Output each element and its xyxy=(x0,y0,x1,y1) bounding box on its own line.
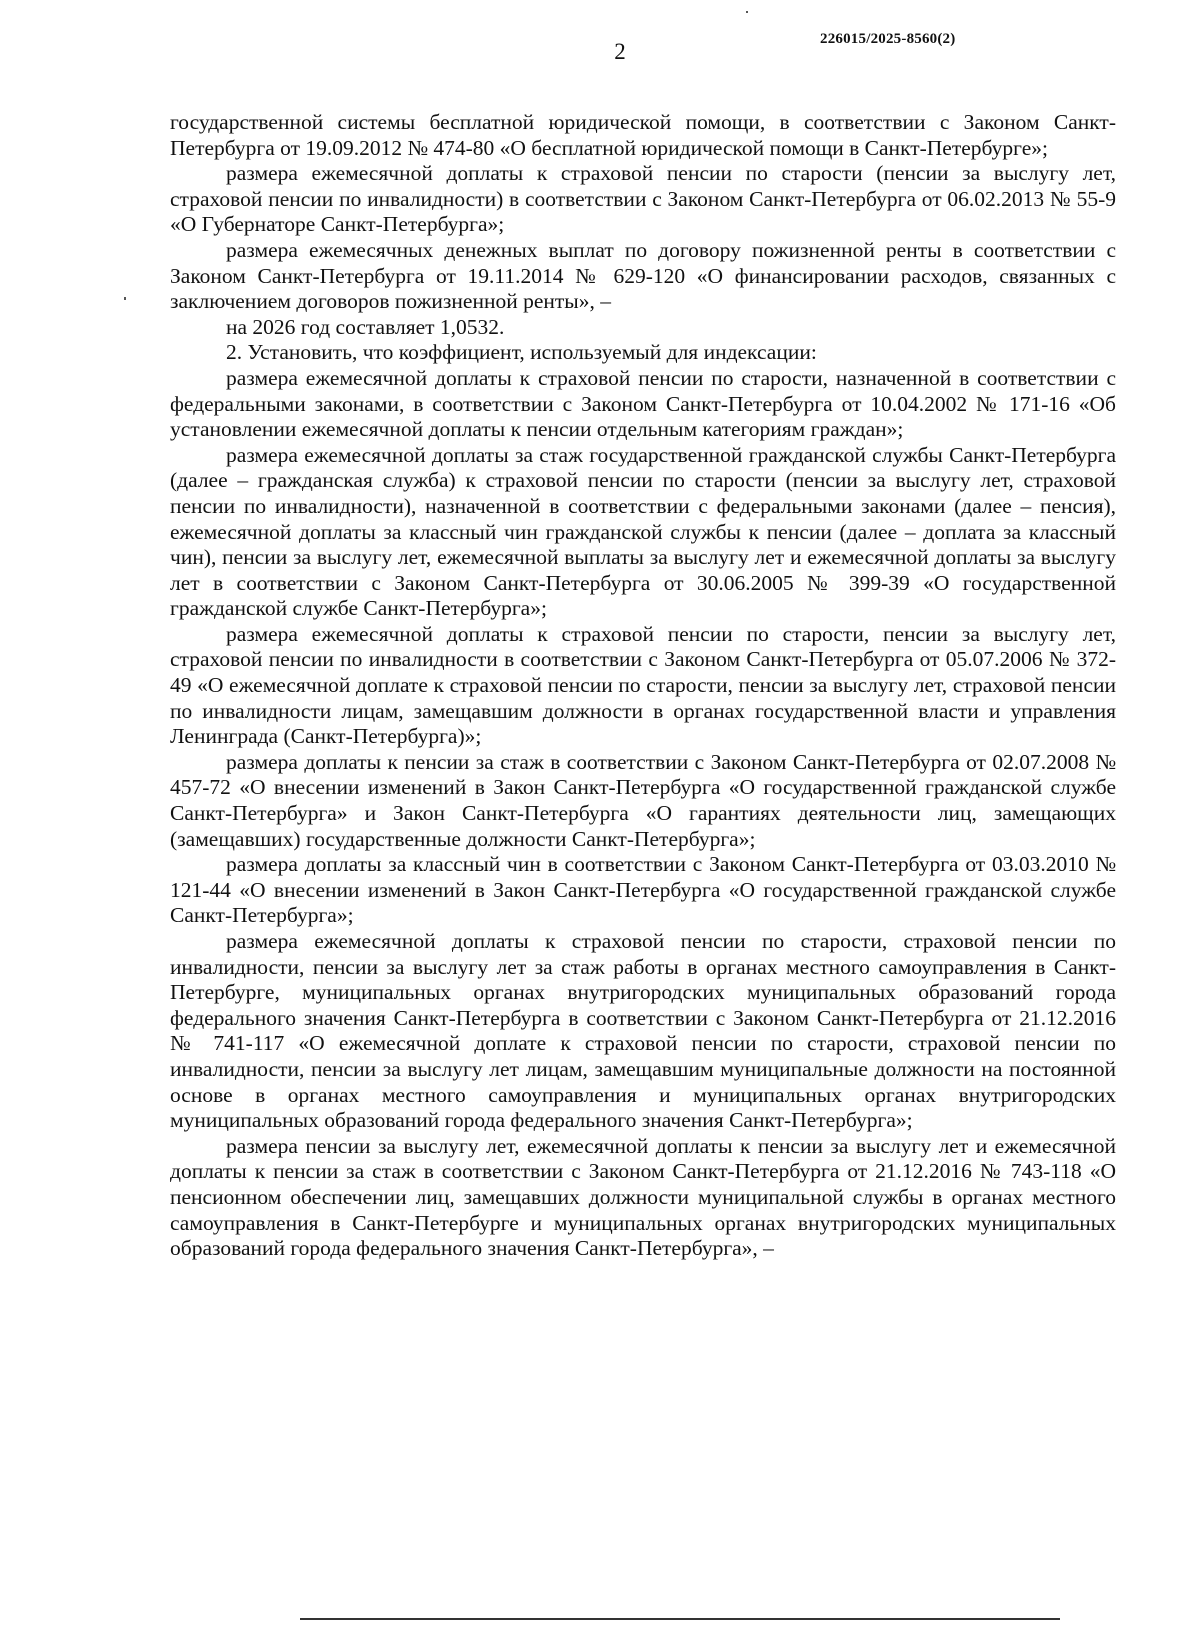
paragraph: государственной системы бесплатной юридической помощи, в соответствии с Законом Санкт-Петербурга от 19.09.2012 № 474-80 «О бесплатной юридической помощи в Санкт-Петербурге»; xyxy=(170,110,1116,160)
paragraph: размера доплаты к пенсии за стаж в соответствии с Законом Санкт-Петербурга от 02.07.2008 № 457-72 «О внесении изменений в Закон Санкт-Петербурга «О государственной гражданской службе Санкт-Петербурга» и Закон Санкт-Петербурга «О гарантиях деятельности лиц, замещающих (замещавших) государственные должности Санкт-Петербурга»; xyxy=(170,749,1116,851)
scan-artifact xyxy=(124,297,126,300)
paragraph: размера ежемесячной доплаты к страховой пенсии по старости, назначенной в соответствии с федеральными законами, в соответствии с Законом Санкт-Петербурга от 10.04.2002 № 171-16 «Об установлении ежемесячной доплаты к пенсии отдельным категориям граждан»; xyxy=(170,365,1116,442)
paragraph: размера доплаты за классный чин в соответствии с Законом Санкт-Петербурга от 03.03.2010 № 121-44 «О внесении изменений в Закон Санкт-Петербурга «О государственной гражданской службе Санкт-Петербурга»; xyxy=(170,852,1116,928)
paragraph: размера ежемесячных денежных выплат по договору пожизненной ренты в соответствии с Законом Санкт-Петербурга от 19.11.2014 № 629-120 «О финансировании расходов, связанных с заключением договоров пожизненной ренты», – xyxy=(170,237,1116,314)
paragraph: размера ежемесячной доплаты к страховой пенсии по старости, страховой пенсии по инвалидности, пенсии за выслугу лет за стаж работы в органах местного самоуправления в Санкт-Петербурге, муниципальных органах внутригородских муниципальных образований города федерального значения Санкт-Петербурга в соответствии с Законом Санкт-Петербурга от 21.12.2016 № 741-117 «О ежемесячной доплате к страховой пенсии по старости, страховой пенсии по инвалидности, пенсии за выслугу лет лицам, замещавшим муниципальные должности на постоянной основе в органах местного самоуправления и муниципальных органах внутригородских муниципальных образований города федерального значения Санкт-Петербурга»; xyxy=(170,929,1116,1133)
document-code: 226015/2025-8560(2) xyxy=(820,31,956,47)
document-body xyxy=(170,110,1116,1262)
paragraph: размера ежемесячной доплаты за стаж государственной гражданской службы Санкт-Петербурга (далее – гражданская служба) к страховой пенсии по старости (пенсии за выслугу лет, страховой пенсии по инвалидности), назначенной в соответствии с федеральными законами (далее – пенсия), ежемесячной доплаты за классный чин гражданской службы к пенсии (далее – доплата за классный чин), пенсии за выслугу лет, ежемесячной выплаты за выслугу лет и ежемесячной доплаты за выслугу лет в соответствии с Законом Санкт-Петербурга от 30.06.2005 № 399-39 «О государственной гражданской службе Санкт-Петербурга»; xyxy=(170,442,1116,621)
paragraph: размера ежемесячной доплаты к страховой пенсии по старости, пенсии за выслугу лет, страховой пенсии по инвалидности в соответствии с Законом Санкт-Петербурга от 05.07.2006 № 372-49 «О ежемесячной доплате к страховой пенсии по старости, пенсии за выслугу лет, страховой пенсии по инвалидности лицам, замещавшим должности в органах государственной власти и управления Ленинграда (Санкт-Петербурга)»; xyxy=(170,621,1116,749)
paragraph: на 2026 год составляет 1,0532. xyxy=(226,314,505,339)
paragraph: размера ежемесячной доплаты к страховой пенсии по старости (пенсии за выслугу лет, страховой пенсии по инвалидности) в соответствии с Законом Санкт-Петербурга от 06.02.2013 № 55-9 «О Губернаторе Санкт-Петербурга»; xyxy=(170,161,1116,237)
scan-artifact xyxy=(746,11,748,13)
paragraph: 2. Установить, что коэффициент, используемый для индексации: xyxy=(226,340,817,365)
page-number: 2 xyxy=(614,39,626,64)
scan-bottom-edge xyxy=(300,1618,1060,1620)
paragraph: размера пенсии за выслугу лет, ежемесячной доплаты к пенсии за выслугу лет и ежемесячной доплаты к пенсии за стаж в соответствии с Законом Санкт-Петербурга от 21.12.2016 № 743-118 «О пенсионном обеспечении лиц, замещавших должности муниципальной службы в органах местного самоуправления в Санкт-Петербурге и муниципальных органах внутригородских муниципальных образований города федерального значения Санкт-Петербурга», – xyxy=(170,1133,1116,1261)
